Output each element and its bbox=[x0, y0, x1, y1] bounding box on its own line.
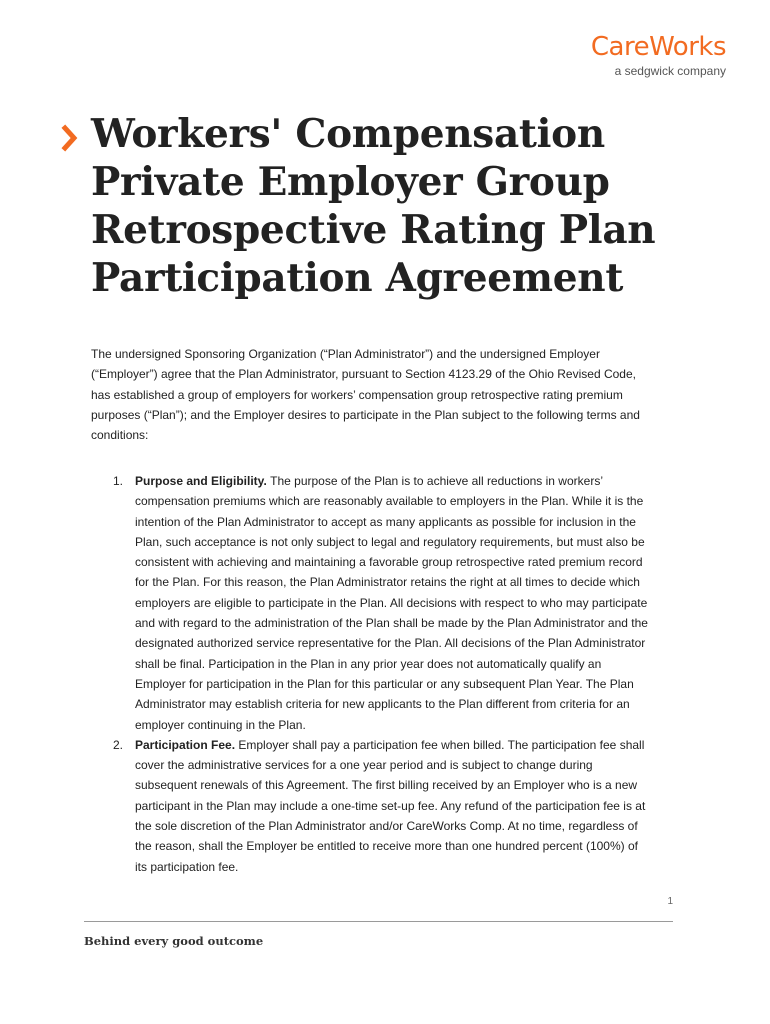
title-line: Participation Agreement bbox=[91, 255, 624, 301]
term-number: 1. bbox=[113, 474, 124, 488]
term-number: 2. bbox=[113, 737, 124, 752]
logo-tagline: a sedgwick company bbox=[614, 64, 726, 78]
term-text: Employer shall pay a participation fee when billed. The participation fee shall cover the administrative services for a one year period and is subject to change during subsequent renewals of this Agreement. The first billing received by an Employer who is a new participant in the Plan may include a one-time set-up fee. Any refund of the participation fee is at the sole discretion of the Plan Administrator and/or CareWorks Comp. At no time, regardless of the reason, shall the Employer be entitled to receive more than one hundred percent (100%) of its participation fee. bbox=[135, 737, 646, 874]
title-line: Retrospective Rating Plan bbox=[91, 207, 656, 253]
title-line: Private Employer Group bbox=[91, 159, 610, 205]
term-text: The purpose of the Plan is to achieve all reductions in workers’ compensation premiums which are reasonably available to employers in the Plan. While it is the intention of the Plan Administrator to accept as many applicants as possible for inclusion in the Plan, such acceptance is not only subject to legal and regulatory requirements, but must also be consistent with achieving and maintaining a favorable group retrospective rated premium record for the Plan. For this reason, the Plan Administrator retains the right at all times to decide which employers are eligible to participate in the Plan. All decisions with respect to who may participate and with regard to the administration of the Plan shall be made by the Plan Administrator and the designated authorized service representative for the Plan. All decisions of the Plan Administrator shall be final. Participation in the Plan in any prior year does not automatically qualify an Employer for participation in the Plan for this particular or any subsequent Plan Year. The Plan Administrator may establish criteria for new applicants to the Plan different from criteria for an employer continuing in the Plan. bbox=[135, 474, 648, 732]
chevron-right-icon bbox=[60, 124, 80, 152]
term-heading: Purpose and Eligibility. bbox=[135, 474, 271, 488]
term-heading: Participation Fee. bbox=[135, 737, 239, 752]
terms-list bbox=[91, 471, 651, 877]
term-item bbox=[91, 471, 651, 735]
careworks-logo bbox=[591, 33, 726, 78]
page-title bbox=[91, 110, 691, 302]
logo-wordmark: CareWorks bbox=[590, 32, 726, 62]
term-item bbox=[91, 735, 651, 877]
intro-paragraph: The undersigned Sponsoring Organization (“Plan Administrator”) and the undersigned Employer (“Employer”) agree that the Plan Administrator, pursuant to Section 4123.29 of the Ohio Revised Code, has established a group of employers for workers’ compensation group retrospective rating premium purposes (“Plan”); and the Employer desires to participate in the Plan subject to the following terms and conditions: bbox=[91, 347, 640, 443]
title-line: Workers' Compensation bbox=[91, 111, 605, 157]
footer-tagline: Behind every good outcome bbox=[84, 934, 264, 948]
page-number: 1 bbox=[667, 896, 673, 907]
footer-divider bbox=[84, 921, 673, 922]
